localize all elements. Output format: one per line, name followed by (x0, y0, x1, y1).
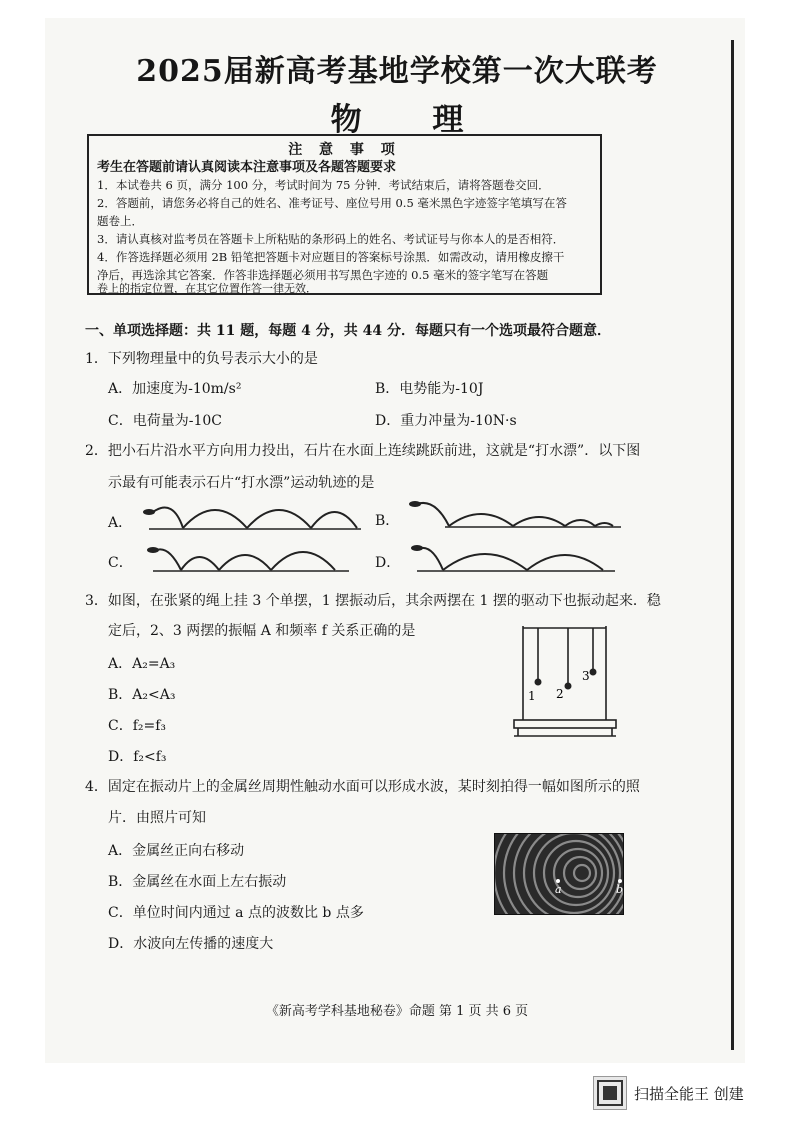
page-footer: 《新高考学科基地秘卷》命题 第 1 页 共 6 页 (265, 1004, 529, 1019)
notice-item: 净后，再选涂其它答案．作答非选择题必须用书写黑色字迹的 0.5 毫米的签字笔写在答题 (97, 268, 549, 282)
pendulum-3-label: 3 (582, 669, 590, 683)
q3-option-d: D．f₂<f₃ (108, 749, 167, 765)
notice-item: 卷上的指定位置，在其它位置作答一律无效． (97, 282, 317, 295)
pendulum-apparatus-figure (508, 612, 618, 742)
question-4-stem-1: 4．固定在振动片上的金属丝周期性触动水面可以形成水波，某时刻拍得一幅如图所示的照 (85, 779, 640, 795)
exam-title: 2025届新高考基地学校第一次大联考 (136, 54, 658, 89)
q4-option-a: A．金属丝正向右移动 (108, 843, 245, 859)
notice-heading: 注 意 事 项 (288, 142, 401, 158)
exam-subject: 物 理 (330, 102, 494, 138)
trajectory-b-figure (405, 498, 625, 534)
point-b-label: b (616, 883, 624, 896)
q2-option-a-label: A． (108, 515, 133, 531)
question-1-stem: 1．下列物理量中的负号表示大小的是 (85, 351, 318, 367)
water-wave-photo (494, 833, 624, 915)
q4-option-d: D．水波向左传播的速度大 (108, 936, 274, 952)
notice-item: 2．答题前，请您务必将自己的姓名、准考证号、座位号用 0.5 毫米黑色字迹签字笔填写在答 (97, 196, 567, 210)
q3-option-b: B．A₂<A₃ (108, 687, 176, 703)
q4-option-b: B．金属丝在水面上左右振动 (108, 874, 287, 890)
q1-option-a: A．加速度为-10m/s² (108, 381, 242, 397)
question-2-stem-2: 示最有可能表示石片“打水漂”运动轨迹的是 (108, 475, 375, 491)
q1-option-c: C．电荷量为-10C (108, 413, 222, 429)
q1-option-b: B．电势能为-10J (375, 381, 484, 397)
q1-option-d: D．重力冲量为-10N·s (375, 413, 517, 429)
q2-option-d-label: D． (375, 555, 401, 571)
pendulum-1-label: 1 (528, 689, 536, 703)
trajectory-c-figure (135, 538, 365, 574)
notice-item: 1．本试卷共 6 页，满分 100 分，考试时间为 75 分钟．考试结束后，请将答题卷交回． (97, 178, 550, 192)
notice-subheading: 考生在答题前请认真阅读本注意事项及各题答题要求 (97, 160, 397, 175)
question-3-stem-1: 3．如图，在张紧的绳上挂 3 个单摆，1 摆振动后，其余两摆在 1 摆的驱动下也振动起来．稳 (85, 593, 661, 609)
point-a-label: a (555, 883, 562, 896)
notice-item: 3．请认真核对监考员在答题卡上所粘贴的条形码上的姓名、考试证号与你本人的是否相符． (97, 232, 565, 246)
question-3-stem-2: 定后，2、3 两摆的振幅 A 和频率 f 关系正确的是 (108, 623, 416, 639)
page-edge-shadow (731, 40, 734, 1050)
question-2-stem-1: 2．把小石片沿水平方向用力投出，石片在水面上连续跳跃前进，这就是“打水漂”．以下图 (85, 443, 641, 459)
q3-option-a: A．A₂=A₃ (108, 656, 176, 672)
q2-option-b-label: B． (375, 513, 400, 529)
question-4-stem-2: 片．由照片可知 (108, 810, 206, 826)
q2-option-c-label: C． (108, 555, 133, 571)
notice-box (87, 134, 602, 295)
scanner-watermark: 扫描全能王 创建 (634, 1085, 744, 1103)
pendulum-2-label: 2 (556, 687, 564, 701)
notice-item: 4．作答选择题必须用 2B 铅笔把答题卡对应题目的答案标号涂黑．如需改动，请用橡皮擦干 (97, 250, 565, 264)
scanner-logo-icon (593, 1076, 627, 1110)
q4-option-c: C．单位时间内通过 a 点的波数比 b 点多 (108, 905, 364, 921)
q3-option-c: C．f₂=f₃ (108, 718, 167, 734)
trajectory-d-figure (405, 538, 625, 574)
notice-item: 题卷上． (97, 214, 143, 228)
trajectory-a-figure (135, 500, 365, 534)
section-heading: 一、单项选择题：共 11 题，每题 4 分，共 44 分．每题只有一个选项最符合题意． (85, 323, 611, 339)
